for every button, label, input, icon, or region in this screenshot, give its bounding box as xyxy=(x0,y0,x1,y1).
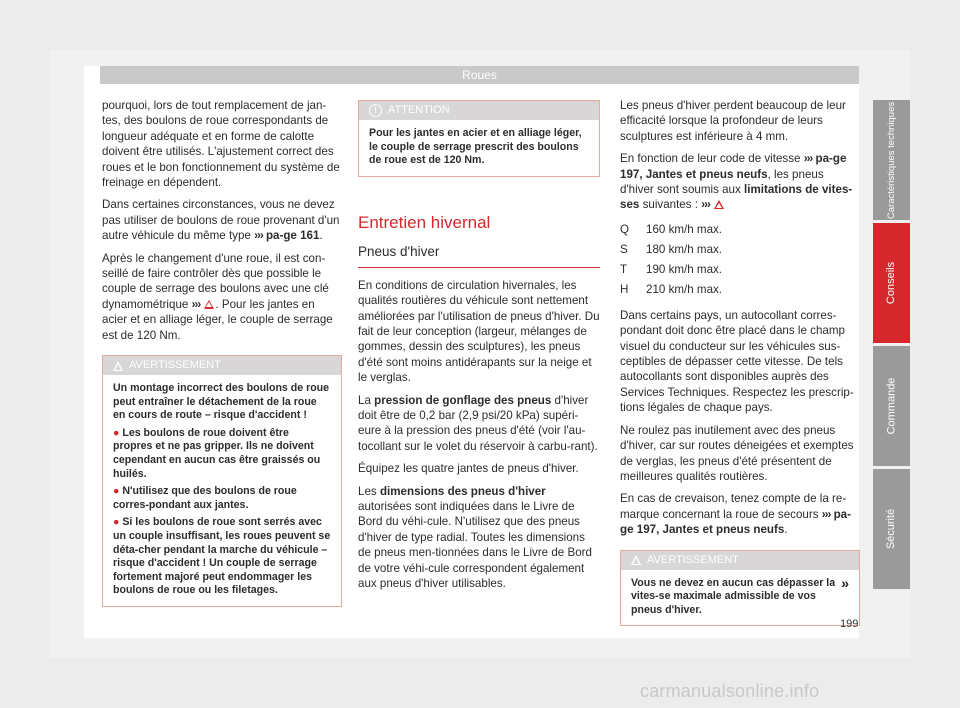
warning-body: » Vous ne devez en aucun cas dépasser la vites-se maximale admissible de vos pneus d'hiver. xyxy=(631,574,849,616)
warning-header: AVERTISSEMENT xyxy=(103,356,341,375)
reference-arrow: ››› xyxy=(254,229,263,243)
attention-header: ! ATTENTION xyxy=(359,101,599,120)
paragraph: En conditions de circulation hivernales, les qualités routières du véhicule sont nettement améliorées par l'utilisation de pneus d'hiver. Du fait de leur conception (largeur, mélanges de gommes, dessin des sculptures), les pneus d'été sont moins antidérapants sur la neige et le verglas. xyxy=(358,278,600,385)
continue-icon: » xyxy=(841,574,849,591)
column-2 xyxy=(358,100,600,599)
warning-icon xyxy=(714,200,724,209)
page-reference-link[interactable]: pa-ge 161 xyxy=(265,229,320,243)
speed-row: Q 160 km/h max. xyxy=(620,222,723,236)
page-reference-link[interactable]: pa-ge 197, Jantes et pneus neufs xyxy=(620,507,851,537)
column-3 xyxy=(620,98,860,626)
info-circle-icon: ! xyxy=(369,104,382,117)
warning-body: Un montage incorrect des boulons de roue peut entraîner le détachement de la roue en cours de route – risque d'accident ! ● Les boulons de roue doivent être propres et ne pas gripper. Ils ne doivent cependant en aucun cas être graissés ou huilés. ● N'utilisez que des boulons de roue corres-pondant aux jantes. ● Si les boulons de roue sont serrés avec un couple insuffisant, les roues peuvent se déta-cher pendant la marche du véhicule – risque d'accident ! Un couple de serrage fortement majoré peut endommager les boulons de roue ou les filetages. xyxy=(113,382,331,597)
reference-arrow: ››› xyxy=(803,152,813,166)
paragraph: Les pneus d'hiver perdent beaucoup de leur efficacité lorsque la profondeur de leurs sculptures est inférieure à 4 mm. xyxy=(620,99,846,143)
paragraph: Après le changement d'une roue, il est con-seillé de faire contrôler dès que possible le couple de serrage des boulons avec une clé dynamométrique ››› . Pour les jantes en acier et en alliage léger, le couple de serrage est de 120 Nm. xyxy=(102,251,333,342)
paragraph: En fonction de leur code de vitesse ››› pa-ge 197, Jantes et pneus neufs, les pneus d'hiver sont soumis aux limitations de vites-ses suivantes : ››› xyxy=(620,152,853,212)
warning-header: AVERTISSEMENT xyxy=(621,551,859,570)
warning-icon xyxy=(204,300,214,309)
attention-box xyxy=(358,100,600,177)
speed-row: S 180 km/h max. xyxy=(620,242,723,256)
paragraph: Les dimensions des pneus d'hiver autorisées sont indiquées dans le Livre de Bord du véhi-cule. N'utilisez que des pneus d'hiver de type radial. Toutes les dimensions de pneus men-tionnées dans le Livre de Bord de votre véhi-cule correspondent également aux pneus d'hiver utilisables. xyxy=(358,484,592,591)
tab-conseils[interactable]: Conseils xyxy=(873,223,910,343)
page-reference-link[interactable]: pa-ge 197, Jantes et pneus neufs xyxy=(620,152,847,181)
paragraph: Ne roulez pas inutilement avec des pneus d'hiver, car sur routes déneigées et exemptes de verglas, les pneus d'été présentent de meilleures qualités routières. xyxy=(620,423,854,483)
paragraph: En cas de crevaison, tenez compte de la re-marque concernant la roue de secours ››› pa-ge 197, Jantes et pneus neufs. xyxy=(620,492,851,537)
subsection-title: Pneus d'hiver xyxy=(358,243,600,268)
attention-body: Pour les jantes en acier et en alliage léger, le couple de serrage prescrit des boulons de roue est de 120 Nm. xyxy=(369,127,582,167)
paragraph: pourquoi, lors de tout remplacement de jan-tes, des boulons de roue correspondants de longueur adéquate et en forme de calotte doivent être utilisés. L'ajustement correct des roues et le bon fonctionnement du système de freinage en dépendent. xyxy=(102,99,340,190)
warning-icon xyxy=(113,361,123,371)
speed-list xyxy=(620,220,860,300)
tab-commande[interactable]: Commande xyxy=(873,346,910,466)
reference-arrow: ››› xyxy=(821,507,831,521)
watermark: carmanualsonline.info xyxy=(640,681,820,701)
warning-icon xyxy=(631,555,641,565)
paragraph: Équipez les quatre jantes de pneus d'hiver. xyxy=(358,462,579,476)
section-title: Entretien hivernal xyxy=(358,212,491,232)
reference-arrow: ››› xyxy=(701,198,710,212)
bullet-item: ● Si les boulons de roue sont serrés avec un couple insuffisant, les roues peuvent se déta-cher pendant la marche du véhicule – risque d'accident ! Un couple de serrage fortement majoré peut endommager les boulons de roue ou les filetages. xyxy=(113,516,331,597)
paragraph: Dans certains pays, un autocollant corres-pondant doit donc être placé dans le champ visuel du conducteur sur les véhicules sus-ceptibles de dépasser cette vitesse. De tels autocollants sont disponibles auprès des Services Techniques. Respectez les prescrip-tions légales de chaque pays. xyxy=(620,308,854,415)
bullet-icon: ● xyxy=(113,426,123,439)
paragraph: La pression de gonflage des pneus d'hiver doit être de 0,2 bar (2,9 psi/20 kPa) supéri-eure à la pression des pneus d'été (voir l'au-tocollant sur le volet du réservoir à carbu-rant). xyxy=(358,393,598,453)
bullet-icon: ● xyxy=(113,485,123,498)
reference-arrow: ››› xyxy=(191,297,201,311)
speed-row: H 210 km/h max. xyxy=(620,282,723,296)
chapter-header: Roues xyxy=(100,66,859,84)
bullet-icon: ● xyxy=(113,516,123,529)
warning-box xyxy=(102,355,342,607)
warning-box xyxy=(620,550,860,627)
tab-securite[interactable]: Sécurité xyxy=(873,469,910,589)
column-1 xyxy=(102,98,342,607)
bullet-item: ● N'utilisez que des boulons de roue corres-pondant aux jantes. xyxy=(113,485,297,511)
paragraph: Dans certaines circonstances, vous ne devez pas utiliser de boulons de roue provenant d'un autre véhicule du même type ››› pa-ge 161. xyxy=(102,198,340,243)
page-number: 199 xyxy=(840,618,859,630)
speed-row: T 190 km/h max. xyxy=(620,262,723,276)
bullet-item: ● Les boulons de roue doivent être propres et ne pas gripper. Ils ne doivent cependant en aucun cas être graissés ou huilés. xyxy=(113,426,321,480)
tab-caracteristiques-techniques[interactable]: Caractéristiques techniques xyxy=(873,100,910,220)
